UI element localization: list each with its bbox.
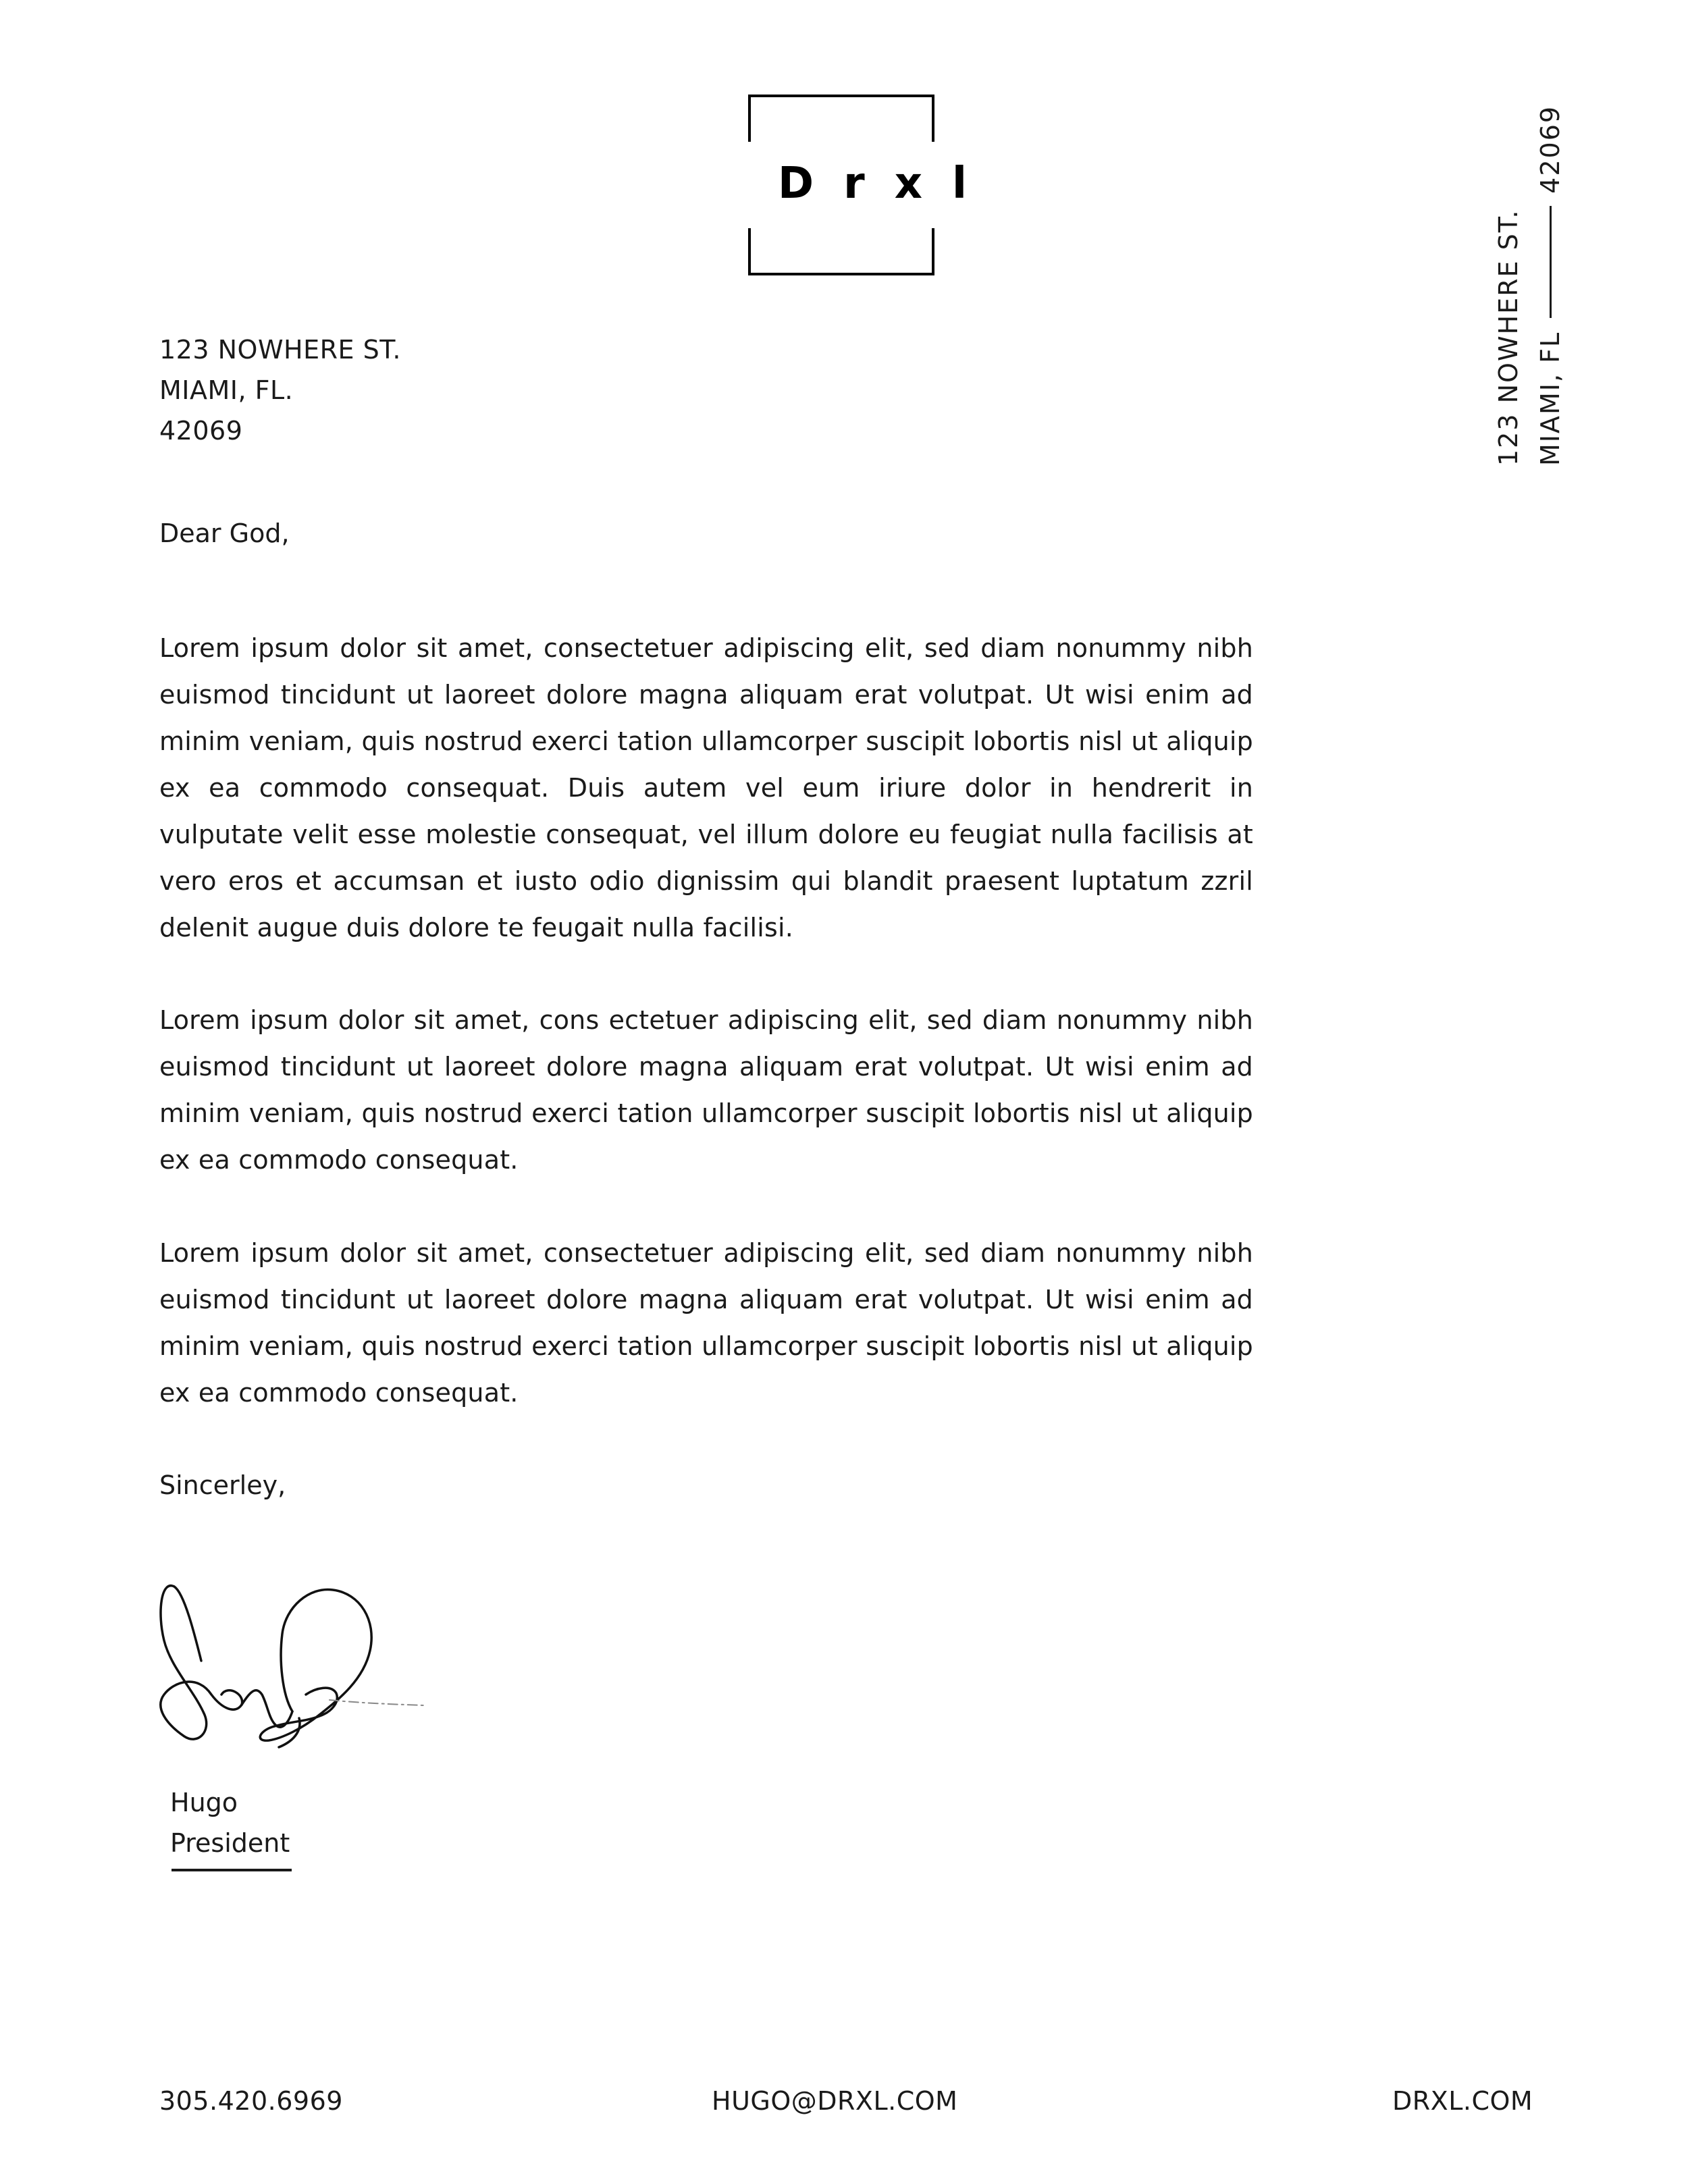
signer-title: President (170, 1828, 290, 1858)
logo (748, 95, 997, 275)
side-address (1491, 101, 1572, 466)
closing: Sincerley, (159, 1470, 286, 1500)
side-address-city-zip (1533, 105, 1568, 466)
signer-underline (172, 1869, 292, 1871)
salutation: Dear God, (159, 518, 290, 548)
footer-website: DRXL.COM (1392, 2086, 1533, 2116)
recipient-address-line2: MIAMI, FL. (159, 375, 294, 405)
side-address-zip: 42069 (1535, 105, 1565, 194)
logo-text: Drxl (778, 159, 997, 209)
recipient-address-line3: 42069 (159, 416, 243, 446)
signature (154, 1560, 465, 1765)
body-paragraph-3: Lorem ipsum dolor sit amet, consectetuer adipiscing elit, sed diam nonummy nibh euismod tincidunt ut laoreet dolore magna aliquam erat volutpat. Ut wisi enim ad minim veniam, quis nostrud exerci tation ullamcorper suscipit lobortis nisl ut aliquip ex ea commodo consequat. (159, 1238, 1253, 1408)
signature-drawing (154, 1560, 465, 1762)
side-address-street: 123 NOWHERE ST. (1494, 209, 1523, 466)
recipient-address (159, 329, 401, 451)
recipient-address-line1: 123 NOWHERE ST. (159, 335, 401, 365)
footer-email: HUGO@DRXL.COM (712, 2086, 958, 2116)
footer-phone: 305.420.6969 (159, 2086, 343, 2116)
body-paragraph-2: Lorem ipsum dolor sit amet, cons ectetuer adipiscing elit, sed diam nonummy nibh euismod tincidunt ut laoreet dolore magna aliquam erat volutpat. Ut wisi enim ad minim veniam, quis nostrud exerci tation ullamcorper suscipit lobortis nisl ut aliquip ex ea commodo consequat. (159, 1005, 1253, 1175)
body-paragraph-1: Lorem ipsum dolor sit amet, consectetuer adipiscing elit, sed diam nonummy nibh euismod tincidunt ut laoreet dolore magna aliquam erat volutpat. Ut wisi enim ad minim veniam, quis nostrud exerci tation ullamcorper suscipit lobortis nisl ut aliquip ex ea commodo consequat. Duis autem vel eum iriure dolor in hendrerit in vulputate velit esse molestie consequat, vel illum dolore eu feugiat nulla facilisis at vero eros et accumsan et iusto odio dignissim qui blandit praesent luptatum zzril delenit augue duis dolore te feugait nulla facilisi. (159, 633, 1253, 942)
signer-name: Hugo (170, 1788, 238, 1817)
side-address-city: MIAMI, FL (1535, 331, 1565, 466)
side-address-divider (1550, 206, 1552, 318)
